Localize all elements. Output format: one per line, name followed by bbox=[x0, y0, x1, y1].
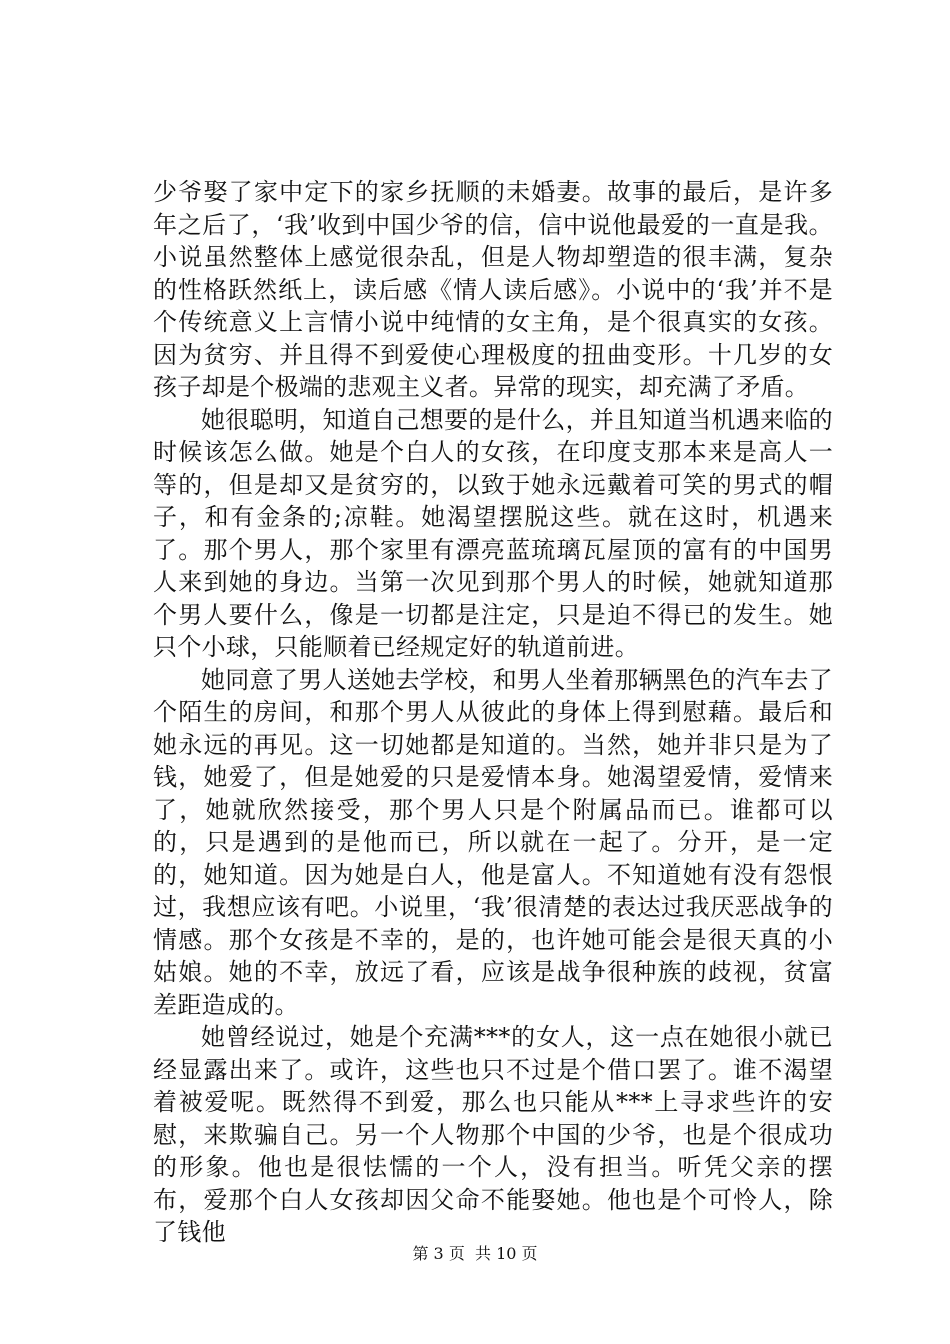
page-footer bbox=[0, 1244, 950, 1264]
page-number-label: 第 3 页 共 10 页 bbox=[412, 1244, 538, 1263]
body-text bbox=[153, 176, 833, 1249]
paragraph-1: 少爷娶了家中定下的家乡抚顺的未婚妻。故事的最后，是许多年之后了，‘我’收到中国少爷的信，信中说他最爱的一直是我。小说虽然整体上感觉很杂乱，但是人物却塑造的很丰满，复杂的性格跃然纸上，读后感《情人读后感》。小说中的‘我’并不是个传统意义上言情小说中纯情的女主角，是个很真实的女孩。因为贫穷、并且得不到爱使心理极度的扭曲变形。十几岁的女孩子却是个极端的悲观主义者。异常的现实，却充满了矛盾。 bbox=[153, 178, 833, 401]
paragraph-3: 她同意了男人送她去学校，和男人坐着那辆黑色的汽车去了个陌生的房间，和那个男人从彼此的身体上得到慰藉。最后和她永远的再见。这一切她都是知道的。当然，她并非只是为了钱，她爱了，但是她爱的只是爱情本身。她渴望爱情，爱情来了，她就欣然接受，那个男人只是个附属品而已。谁都可以的，只是遇到的是他而已，所以就在一起了。分开，是一定的，她知道。因为她是白人，他是富人。不知道她有没有怨恨过，我想应该有吧。小说里，‘我’很清楚的表达过我厌恶战争的情感。那个女孩是不幸的，是的，也许她可能会是很天真的小姑娘。她的不幸，放远了看，应该是战争很种族的歧视，贫富差距造成的。 bbox=[153, 665, 833, 1019]
paragraph-4: 她曾经说过，她是个充满***的女人，这一点在她很小就已经显露出来了。或许，这些也只不过是个借口罢了。谁不渴望着被爱呢。既然得不到爱，那么也只能从***上寻求些许的安慰，来欺骗自己。另一个人物那个中国的少爷，也是个很成功的形象。他也是很怯懦的一个人，没有担当。听凭父亲的摆布，爱那个白人女孩却因父命不能娶她。他也是个可怜人，除了钱他 bbox=[153, 1023, 833, 1246]
paragraph-2: 她很聪明，知道自己想要的是什么，并且知道当机遇来临的时候该怎么做。她是个白人的女孩，在印度支那本来是高人一等的，但是却又是贫穷的，以致于她永远戴着可笑的男式的帽子，和有金条的;凉鞋。她渴望摆脱这些。就在这时，机遇来了。那个男人，那个家里有漂亮蓝琉璃瓦屋顶的富有的中国男人来到她的身边。当第一次见到那个男人的时候，她就知道那个男人要什么，像是一切都是注定，只是迫不得已的发生。她只个小球，只能顺着已经规定好的轨道前进。 bbox=[153, 405, 833, 661]
